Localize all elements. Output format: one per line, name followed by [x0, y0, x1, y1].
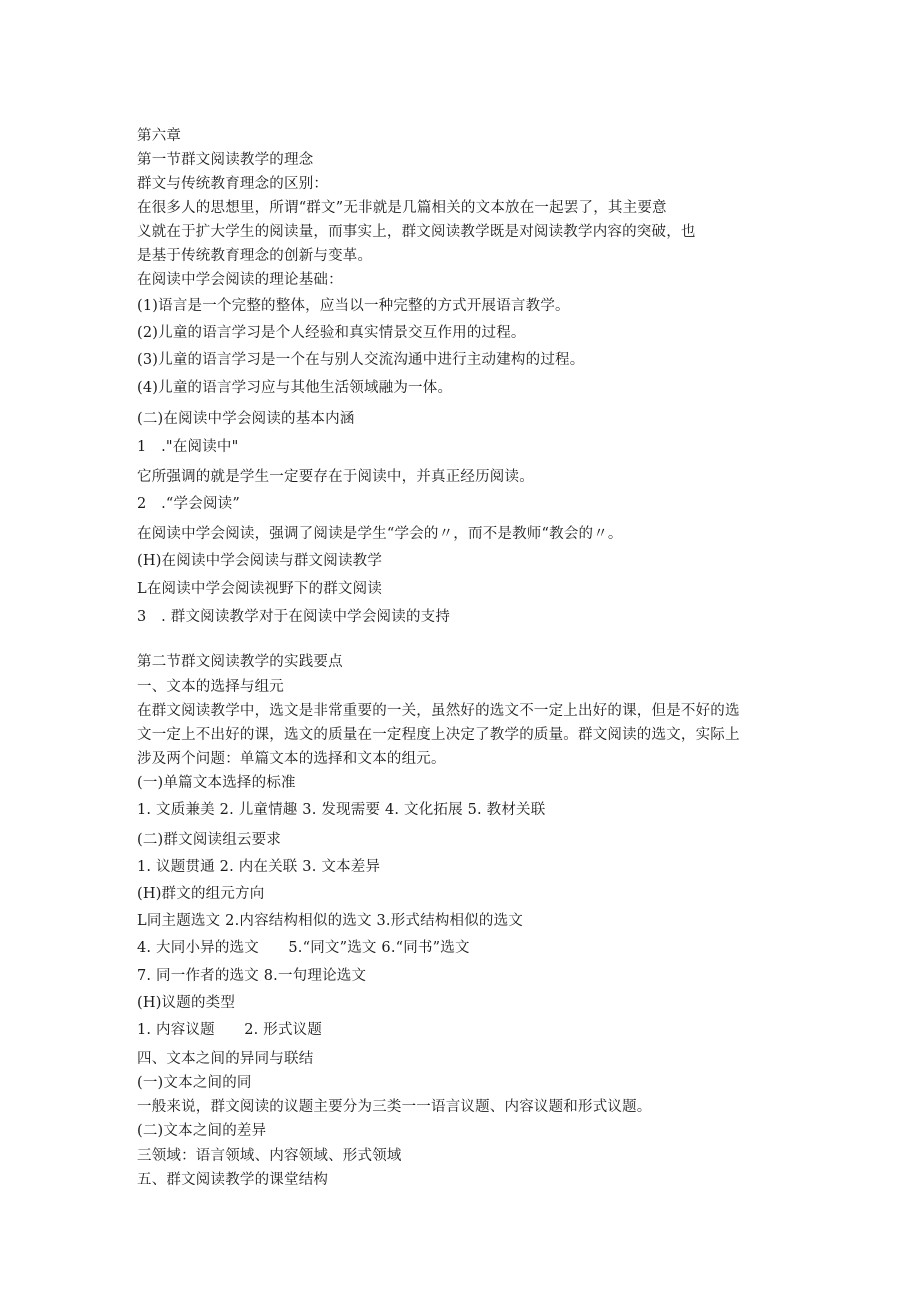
list-item: 1. 文质兼美 2. 儿童情趣 3. 发现需要 4. 文化拓展 5. 教材关联	[137, 802, 546, 818]
list-item: L同主题选文 2.内容结构相似的选文 3.形式结构相似的选文	[137, 913, 524, 929]
list-item: 7. 同一作者的选文 8.一句理论选文	[137, 968, 367, 984]
subheading: (H)在阅读中学会阅读与群文阅读教学	[137, 553, 383, 569]
list-item: 4. 大同小异的选文 5.“同文”选文 6.“同书”选文	[137, 940, 470, 956]
subheading: 四、文本之间的异同与联结	[137, 1051, 314, 1067]
subheading: (H)群文的组元方向	[137, 886, 265, 902]
list-item: (1)语言是一个完整的整体，应当以一种完整的方式开展语言教学。	[137, 298, 570, 314]
list-item: 1. 议题贯通 2. 内在关联 3. 文本差异	[137, 859, 381, 875]
subheading: (二)在阅读中学会阅读的基本内涵	[137, 411, 355, 427]
subheading: (一)文本之间的同	[137, 1075, 252, 1091]
text-line: 一般来说，群文阅读的议题主要分为三类一一语言议题、内容议题和形式议题。	[137, 1099, 652, 1115]
paragraph-line: 涉及两个问题：单篇文本的选择和文本的组元。	[137, 751, 446, 767]
subheading: (H)议题的类型	[137, 995, 236, 1011]
paragraph-line: 在群文阅读教学中，选文是非常重要的一关，虽然好的选文不一定上出好的课，但是不好的选	[137, 703, 740, 719]
list-item: (3)儿童的语言学习是一个在与别人交流沟通中进行主动建构的过程。	[137, 352, 585, 368]
list-item: 1 ."在阅读中"	[137, 439, 239, 455]
section-heading: 第一节群文阅读教学的理念	[137, 152, 314, 168]
list-item: L在阅读中学会阅读视野下的群文阅读	[137, 581, 383, 597]
paragraph-line: 在很多人的思想里，所谓“群文”无非就是几篇相关的文本放在一起罢了，其主要意	[137, 200, 667, 216]
paragraph-line: 义就在于扩大学生的阅读量，而事实上，群文阅读教学既是对阅读教学内容的突破，也	[137, 224, 696, 240]
list-item: 3 . 群文阅读教学对于在阅读中学会阅读的支持	[137, 609, 451, 625]
list-item: (2)儿童的语言学习是个人经验和真实情景交互作用的过程。	[137, 325, 526, 341]
subheading: (一)单篇文本选择的标准	[137, 775, 296, 791]
list-item: 1. 内容议题 2. 形式议题	[137, 1022, 323, 1038]
text-line: 三领域：语言领域、内容领域、形式领域	[137, 1148, 402, 1164]
text-line: 在阅读中学会阅读的理论基础：	[137, 272, 343, 288]
text-line: 群文与传统教育理念的区别：	[137, 176, 329, 192]
paragraph-line: 文一定上不出好的课，选文的质量在一定程度上决定了教学的质量。群文阅读的选文，实际上	[137, 727, 740, 743]
subheading: (二)群文阅读组云要求	[137, 832, 282, 848]
paragraph-line: 是基于传统教育理念的创新与变革。	[137, 248, 373, 264]
subheading: (二)文本之间的差异	[137, 1123, 267, 1139]
section-heading: 第二节群文阅读教学的实践要点	[137, 654, 343, 670]
subheading: 一、文本的选择与组元	[137, 679, 284, 695]
list-item: (4)儿童的语言学习应与其他生活领域融为一体。	[137, 380, 453, 396]
subheading: 五、群文阅读教学的课堂结构	[137, 1172, 329, 1188]
text-line: 在阅读中学会阅读，强调了阅读是学生“学会的〃，而不是教师“教会的〃。	[137, 526, 623, 542]
chapter-heading: 第六章	[137, 128, 182, 144]
text-line: 它所强调的就是学生一定要存在于阅读中，并真正经历阅读。	[137, 469, 534, 485]
list-item: 2 .“学会阅读”	[137, 496, 240, 512]
